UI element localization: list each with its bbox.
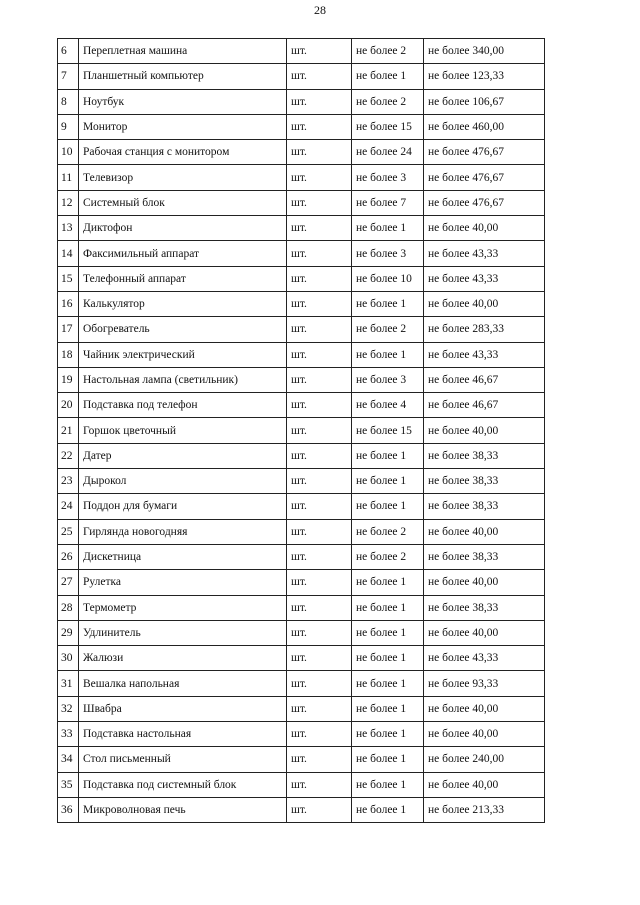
table-row: [58, 469, 545, 494]
table-row: [58, 772, 545, 797]
quantity-cell: не более 15: [352, 418, 424, 443]
unit-cell: шт.: [287, 64, 352, 89]
item-name-cell: Стол письменный: [79, 747, 287, 772]
item-name-cell: Системный блок: [79, 190, 287, 215]
row-number-cell: 31: [58, 671, 79, 696]
table-row: [58, 722, 545, 747]
quantity-cell: не более 2: [352, 39, 424, 64]
table-row: [58, 797, 545, 822]
quantity-cell: не более 1: [352, 494, 424, 519]
price-cell: не более 43,33: [424, 342, 545, 367]
item-name-cell: Переплетная машина: [79, 39, 287, 64]
quantity-cell: не более 1: [352, 595, 424, 620]
price-cell: не более 46,67: [424, 393, 545, 418]
table-row: [58, 64, 545, 89]
table-row: [58, 570, 545, 595]
row-number-cell: 13: [58, 216, 79, 241]
table-row: [58, 39, 545, 64]
quantity-cell: не более 1: [352, 342, 424, 367]
price-cell: не более 40,00: [424, 772, 545, 797]
table-row: [58, 190, 545, 215]
quantity-cell: не более 2: [352, 544, 424, 569]
table-row: [58, 519, 545, 544]
price-cell: не более 40,00: [424, 519, 545, 544]
item-name-cell: Рабочая станция с монитором: [79, 140, 287, 165]
quantity-cell: не более 1: [352, 620, 424, 645]
row-number-cell: 25: [58, 519, 79, 544]
row-number-cell: 11: [58, 165, 79, 190]
table-row: [58, 114, 545, 139]
row-number-cell: 22: [58, 443, 79, 468]
price-cell: не более 40,00: [424, 570, 545, 595]
unit-cell: шт.: [287, 595, 352, 620]
price-cell: не более 43,33: [424, 646, 545, 671]
table-row: [58, 544, 545, 569]
unit-cell: шт.: [287, 342, 352, 367]
quantity-cell: не более 2: [352, 89, 424, 114]
unit-cell: шт.: [287, 443, 352, 468]
row-number-cell: 7: [58, 64, 79, 89]
unit-cell: шт.: [287, 291, 352, 316]
price-cell: не более 40,00: [424, 620, 545, 645]
row-number-cell: 30: [58, 646, 79, 671]
price-cell: не более 476,67: [424, 190, 545, 215]
quantity-cell: не более 2: [352, 519, 424, 544]
unit-cell: шт.: [287, 216, 352, 241]
quantity-cell: не более 15: [352, 114, 424, 139]
quantity-cell: не более 1: [352, 443, 424, 468]
row-number-cell: 10: [58, 140, 79, 165]
unit-cell: шт.: [287, 671, 352, 696]
item-name-cell: Дискетница: [79, 544, 287, 569]
table-row: [58, 165, 545, 190]
table-row: [58, 671, 545, 696]
quantity-cell: не более 2: [352, 317, 424, 342]
row-number-cell: 29: [58, 620, 79, 645]
item-name-cell: Планшетный компьютер: [79, 64, 287, 89]
price-cell: не более 106,67: [424, 89, 545, 114]
item-name-cell: Гирлянда новогодняя: [79, 519, 287, 544]
row-number-cell: 21: [58, 418, 79, 443]
unit-cell: шт.: [287, 367, 352, 392]
row-number-cell: 32: [58, 696, 79, 721]
row-number-cell: 36: [58, 797, 79, 822]
price-cell: не более 340,00: [424, 39, 545, 64]
unit-cell: шт.: [287, 772, 352, 797]
row-number-cell: 35: [58, 772, 79, 797]
item-name-cell: Факсимильный аппарат: [79, 241, 287, 266]
item-name-cell: Датер: [79, 443, 287, 468]
quantity-cell: не более 1: [352, 696, 424, 721]
price-cell: не более 40,00: [424, 216, 545, 241]
price-cell: не более 40,00: [424, 722, 545, 747]
price-cell: не более 40,00: [424, 291, 545, 316]
quantity-cell: не более 1: [352, 671, 424, 696]
table-row: [58, 216, 545, 241]
unit-cell: шт.: [287, 266, 352, 291]
price-cell: не более 43,33: [424, 266, 545, 291]
quantity-cell: не более 1: [352, 570, 424, 595]
price-cell: не более 283,33: [424, 317, 545, 342]
table-row: [58, 367, 545, 392]
item-name-cell: Швабра: [79, 696, 287, 721]
unit-cell: шт.: [287, 469, 352, 494]
row-number-cell: 34: [58, 747, 79, 772]
price-cell: не более 460,00: [424, 114, 545, 139]
row-number-cell: 18: [58, 342, 79, 367]
price-cell: не более 38,33: [424, 544, 545, 569]
item-name-cell: Ноутбук: [79, 89, 287, 114]
item-name-cell: Вешалка напольная: [79, 671, 287, 696]
quantity-cell: не более 4: [352, 393, 424, 418]
quantity-cell: не более 1: [352, 646, 424, 671]
table-row: [58, 317, 545, 342]
quantity-cell: не более 3: [352, 241, 424, 266]
item-name-cell: Термометр: [79, 595, 287, 620]
row-number-cell: 17: [58, 317, 79, 342]
price-cell: не более 38,33: [424, 595, 545, 620]
table-row: [58, 443, 545, 468]
row-number-cell: 16: [58, 291, 79, 316]
unit-cell: шт.: [287, 114, 352, 139]
table-row: [58, 646, 545, 671]
page-number: 28: [314, 3, 326, 17]
unit-cell: шт.: [287, 646, 352, 671]
table-row: [58, 494, 545, 519]
unit-cell: шт.: [287, 722, 352, 747]
unit-cell: шт.: [287, 747, 352, 772]
quantity-cell: не более 1: [352, 722, 424, 747]
table-row: [58, 418, 545, 443]
item-name-cell: Подставка под системный блок: [79, 772, 287, 797]
price-cell: не более 38,33: [424, 494, 545, 519]
unit-cell: шт.: [287, 190, 352, 215]
unit-cell: шт.: [287, 797, 352, 822]
row-number-cell: 15: [58, 266, 79, 291]
table-row: [58, 620, 545, 645]
unit-cell: шт.: [287, 241, 352, 266]
unit-cell: шт.: [287, 544, 352, 569]
row-number-cell: 9: [58, 114, 79, 139]
row-number-cell: 24: [58, 494, 79, 519]
table-row: [58, 342, 545, 367]
item-name-cell: Настольная лампа (светильник): [79, 367, 287, 392]
row-number-cell: 12: [58, 190, 79, 215]
row-number-cell: 19: [58, 367, 79, 392]
table-row: [58, 241, 545, 266]
row-number-cell: 8: [58, 89, 79, 114]
item-name-cell: Дырокол: [79, 469, 287, 494]
item-name-cell: Удлинитель: [79, 620, 287, 645]
unit-cell: шт.: [287, 165, 352, 190]
unit-cell: шт.: [287, 393, 352, 418]
item-name-cell: Монитор: [79, 114, 287, 139]
item-name-cell: Телевизор: [79, 165, 287, 190]
quantity-cell: не более 10: [352, 266, 424, 291]
item-name-cell: Калькулятор: [79, 291, 287, 316]
price-cell: не более 40,00: [424, 418, 545, 443]
table-row: [58, 393, 545, 418]
unit-cell: шт.: [287, 519, 352, 544]
unit-cell: шт.: [287, 89, 352, 114]
row-number-cell: 28: [58, 595, 79, 620]
item-name-cell: Микроволновая печь: [79, 797, 287, 822]
quantity-cell: не более 1: [352, 772, 424, 797]
unit-cell: шт.: [287, 696, 352, 721]
items-table-body: [58, 39, 545, 823]
unit-cell: шт.: [287, 39, 352, 64]
row-number-cell: 27: [58, 570, 79, 595]
item-name-cell: Горшок цветочный: [79, 418, 287, 443]
quantity-cell: не более 1: [352, 64, 424, 89]
table-row: [58, 747, 545, 772]
table-row: [58, 696, 545, 721]
price-cell: не более 240,00: [424, 747, 545, 772]
quantity-cell: не более 1: [352, 469, 424, 494]
unit-cell: шт.: [287, 620, 352, 645]
table-row: [58, 140, 545, 165]
quantity-cell: не более 1: [352, 797, 424, 822]
item-name-cell: Диктофон: [79, 216, 287, 241]
quantity-cell: не более 24: [352, 140, 424, 165]
table-row: [58, 291, 545, 316]
price-cell: не более 38,33: [424, 469, 545, 494]
quantity-cell: не более 7: [352, 190, 424, 215]
price-cell: не более 38,33: [424, 443, 545, 468]
quantity-cell: не более 3: [352, 367, 424, 392]
table-row: [58, 266, 545, 291]
price-cell: не более 476,67: [424, 165, 545, 190]
unit-cell: шт.: [287, 494, 352, 519]
items-table: [57, 38, 545, 823]
price-cell: не более 40,00: [424, 696, 545, 721]
quantity-cell: не более 1: [352, 747, 424, 772]
price-cell: не более 123,33: [424, 64, 545, 89]
table-row: [58, 595, 545, 620]
item-name-cell: Поддон для бумаги: [79, 494, 287, 519]
item-name-cell: Жалюзи: [79, 646, 287, 671]
row-number-cell: 23: [58, 469, 79, 494]
item-name-cell: Обогреватель: [79, 317, 287, 342]
quantity-cell: не более 3: [352, 165, 424, 190]
price-cell: не более 93,33: [424, 671, 545, 696]
row-number-cell: 20: [58, 393, 79, 418]
row-number-cell: 14: [58, 241, 79, 266]
item-name-cell: Рулетка: [79, 570, 287, 595]
price-cell: не более 213,33: [424, 797, 545, 822]
unit-cell: шт.: [287, 418, 352, 443]
unit-cell: шт.: [287, 317, 352, 342]
price-cell: не более 46,67: [424, 367, 545, 392]
quantity-cell: не более 1: [352, 291, 424, 316]
item-name-cell: Телефонный аппарат: [79, 266, 287, 291]
row-number-cell: 26: [58, 544, 79, 569]
unit-cell: шт.: [287, 570, 352, 595]
price-cell: не более 476,67: [424, 140, 545, 165]
item-name-cell: Подставка настольная: [79, 722, 287, 747]
price-cell: не более 43,33: [424, 241, 545, 266]
item-name-cell: Чайник электрический: [79, 342, 287, 367]
quantity-cell: не более 1: [352, 216, 424, 241]
unit-cell: шт.: [287, 140, 352, 165]
row-number-cell: 6: [58, 39, 79, 64]
table-row: [58, 89, 545, 114]
item-name-cell: Подставка под телефон: [79, 393, 287, 418]
row-number-cell: 33: [58, 722, 79, 747]
